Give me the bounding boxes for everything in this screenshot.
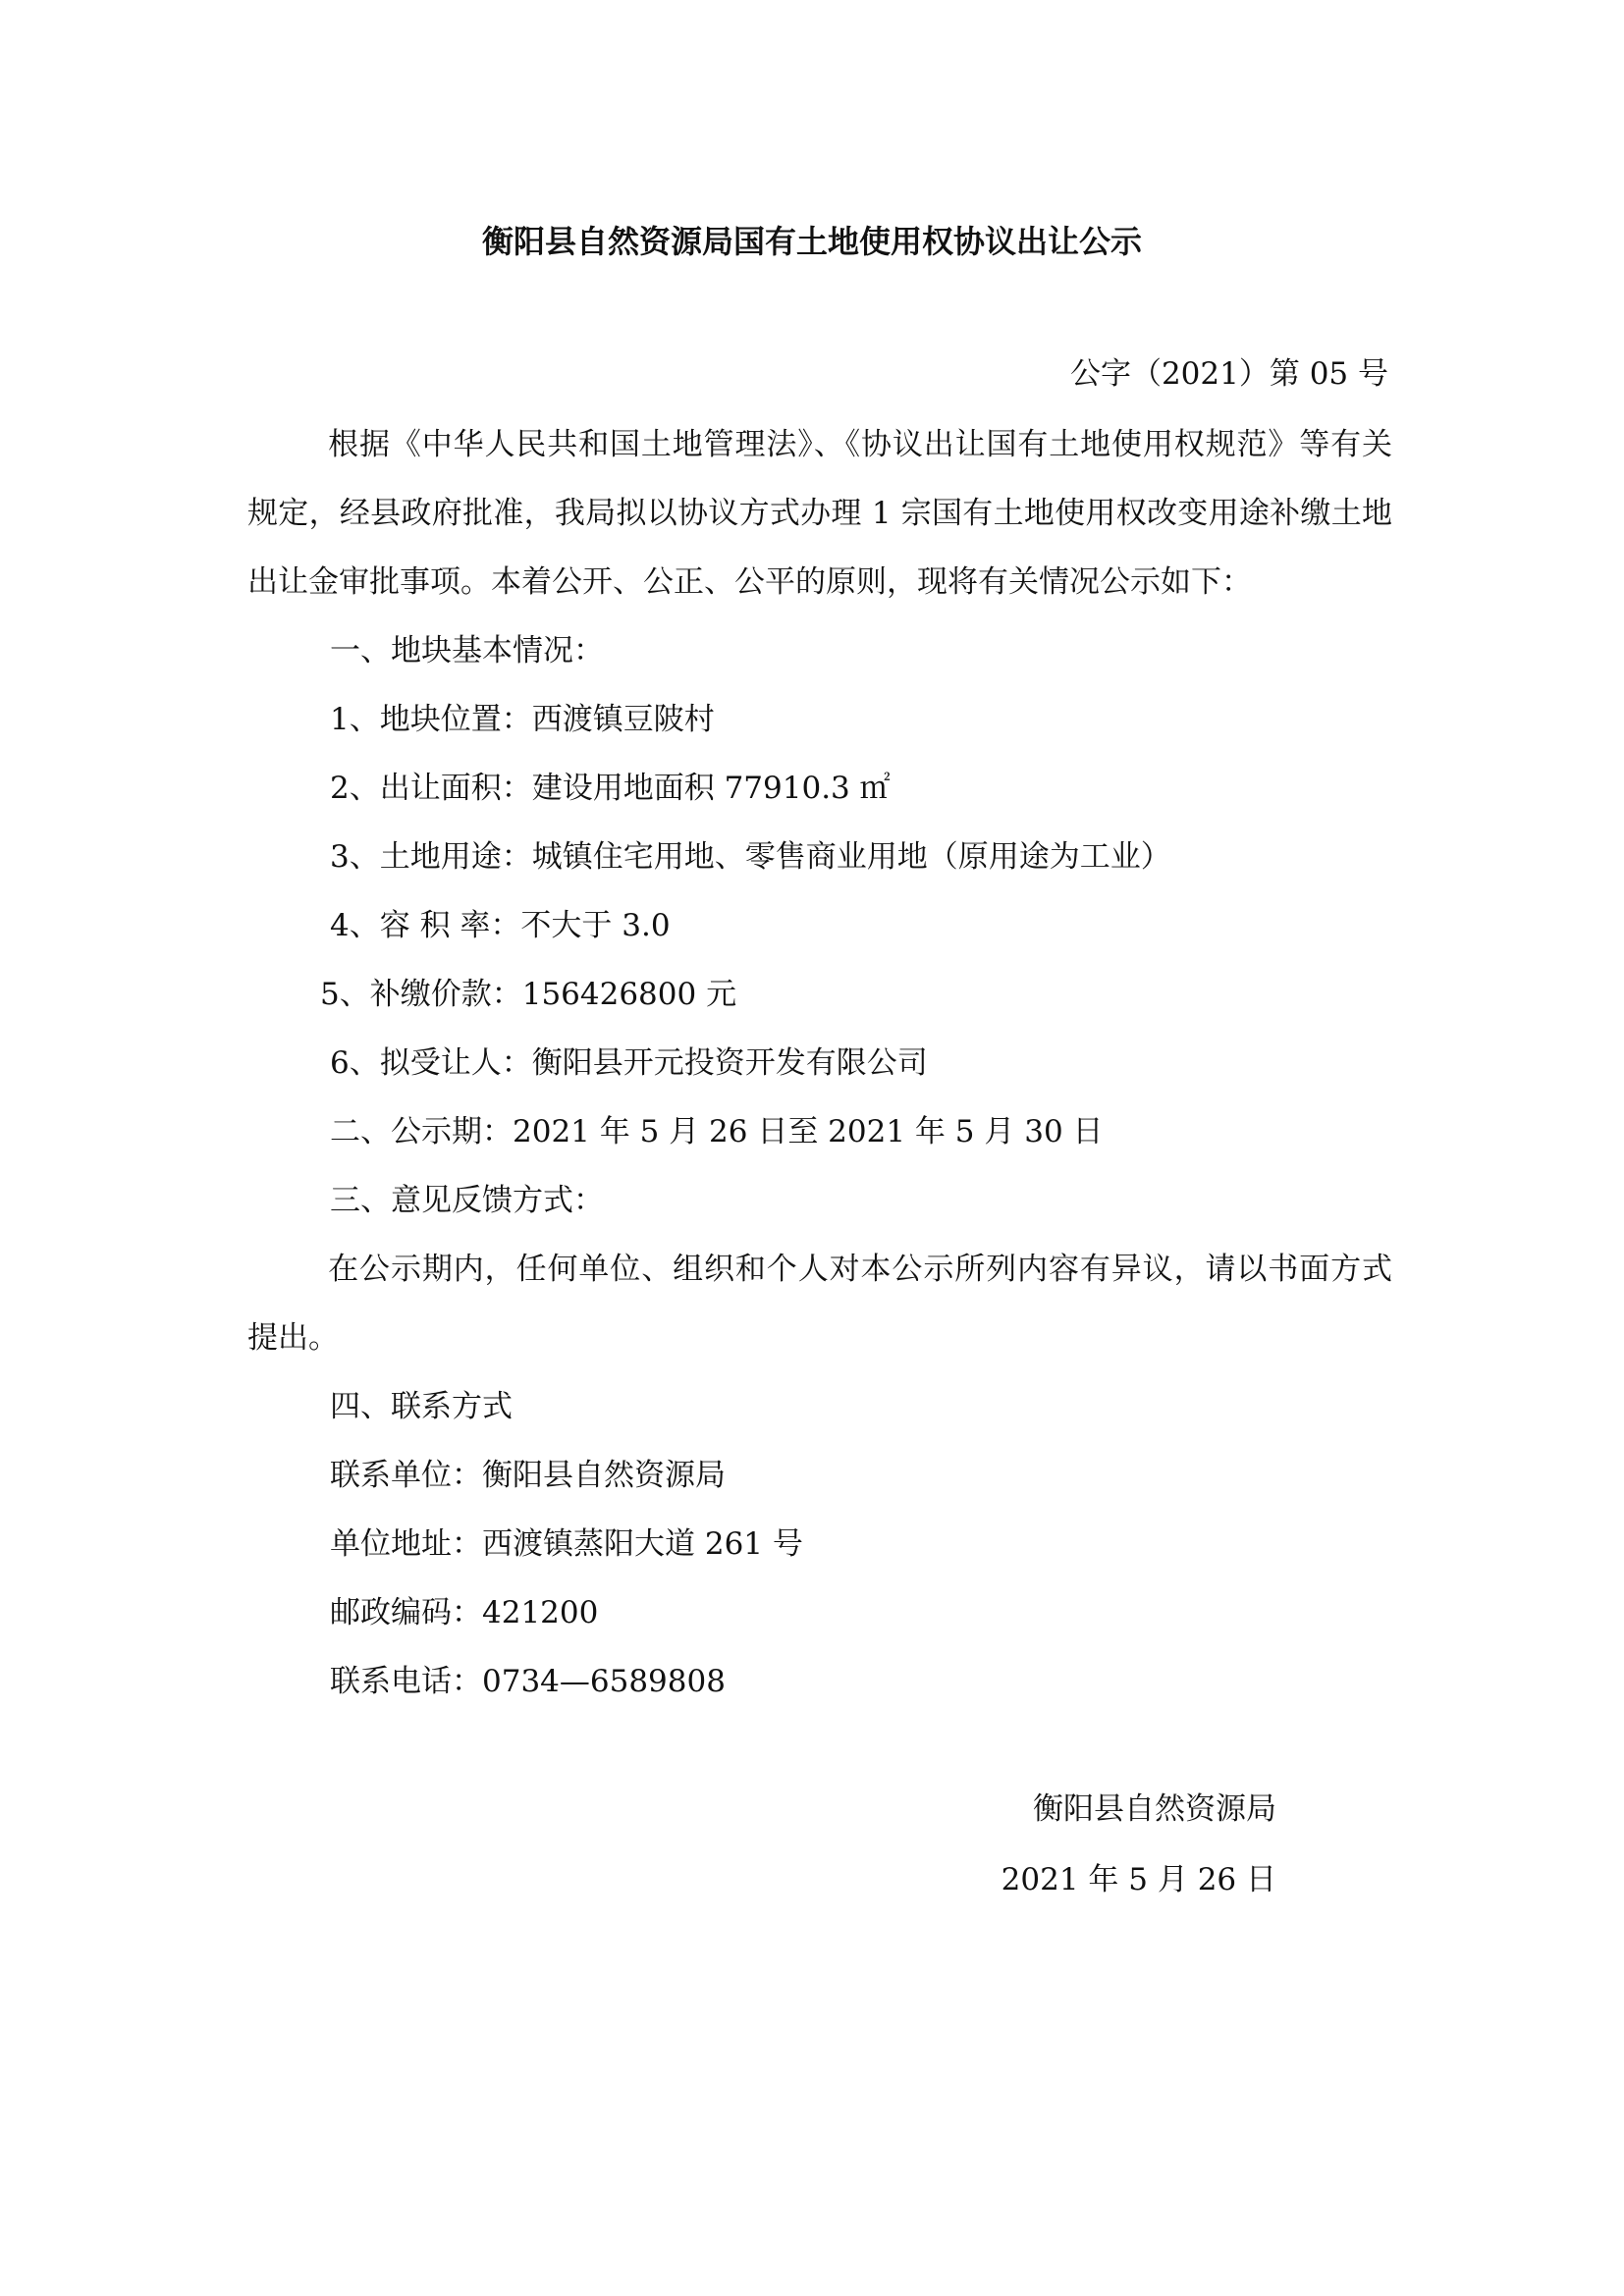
land-use: 3、土地用途：城镇住宅用地、零售商业用地（原用途为工业）: [330, 839, 1171, 875]
plot-ratio: 4、容 积 率：不大于 3.0: [330, 908, 671, 943]
document-body: [247, 410, 1392, 1716]
section-4-heading: 四、联系方式: [330, 1389, 513, 1424]
section-1-heading: 一、地块基本情况：: [330, 633, 604, 668]
land-area: 2、出让面积：建设用地面积 77910.3 ㎡: [330, 771, 891, 806]
document-number: 公字（2021）第 05 号: [1069, 356, 1388, 392]
proposed-transferee: 6、拟受让人：衡阳县开元投资开发有限公司: [330, 1045, 928, 1081]
contact-address: 单位地址：西渡镇蒸阳大道 261 号: [330, 1526, 803, 1562]
intro-paragraph: 根据《中华人民共和国土地管理法》、《协议出让国有土地使用权规范》等有关规定，经县政府批准，我局拟以协议方式办理 1 宗国有土地使用权改变用途补缴土地出让金审批事项。本着公开、公正、公平的原则，现将有关情况公示如下：: [247, 427, 1392, 600]
contact-unit: 联系单位：衡阳县自然资源局: [330, 1458, 726, 1493]
signature-date: 2021 年 5 月 26 日: [1001, 1862, 1276, 1897]
feedback-paragraph: 在公示期内，任何单位、组织和个人对本公示所列内容有异议，请以书面方式提出。: [247, 1252, 1392, 1356]
section-2-heading: 二、公示期：2021 年 5 月 26 日至 2021 年 5 月 30 日: [330, 1114, 1104, 1149]
contact-phone: 联系电话：0734—6589808: [330, 1664, 726, 1699]
land-location: 1、地块位置：西渡镇豆陂村: [330, 702, 715, 737]
postal-code: 邮政编码：421200: [330, 1595, 599, 1630]
payment-amount: 5、补缴价款：156426800 元: [320, 977, 737, 1012]
document-title: 衡阳县自然资源局国有土地使用权协议出让公示: [481, 223, 1142, 260]
signature-organization: 衡阳县自然资源局: [1033, 1791, 1276, 1827]
section-3-heading: 三、意见反馈方式：: [330, 1183, 604, 1218]
